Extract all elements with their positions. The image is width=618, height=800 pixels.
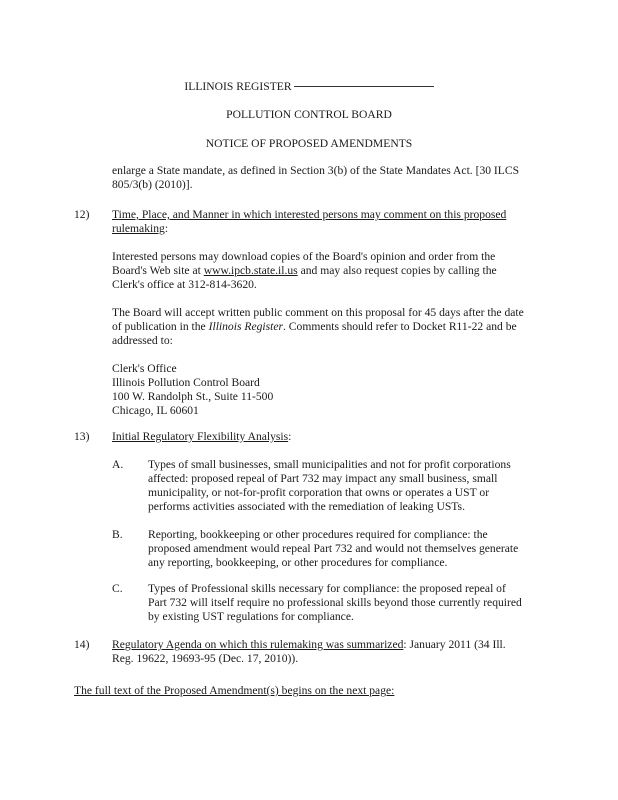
- item-14-number: 14): [74, 638, 90, 651]
- continuation-text: [112, 164, 519, 192]
- address-line: Illinois Pollution Control Board: [112, 376, 260, 389]
- continuation-line: enlarge a State mandate, as defined in Section 3(b) of the State Mandates Act. [30 ILCS: [112, 164, 520, 177]
- item-14-text: Regulatory Agenda on which this rulemaking was summarized: January 2011 (34 Ill. Reg. 19622, 19693-95 (Dec. 17, 2010)).: [112, 638, 506, 665]
- item-12-heading-line: Time, Place, and Manner in which interested persons may comment on this proposed: [112, 208, 507, 221]
- board-website-link[interactable]: www.ipcb.state.il.us: [203, 264, 298, 277]
- item-12-paragraph-2: The Board will accept written public comment on this proposal for 45 days after the date of publication in the Illinois Register. Comments should refer to Docket R11-22 and be addressed to:: [112, 306, 524, 347]
- subitem-c-text: Types of Professional skills necessary for compliance: the proposed repeal of Part 732 will itself require no professional skills beyond those currently required by existing UST regulations for compliance.: [148, 582, 522, 623]
- address-line: 100 W. Randolph St., Suite 11-500: [112, 390, 274, 403]
- subitem-letter: A.: [112, 458, 124, 471]
- register-name: ILLINOIS REGISTER: [184, 80, 292, 93]
- clerk-address: [112, 362, 273, 418]
- item-12-heading: Time, Place, and Manner in which interested persons may comment on this proposed rulemaking:: [112, 208, 507, 235]
- subitem-a-text: Types of small businesses, small municipalities and not for profit corporations affected: proposed repeal of Part 732 may impact any small business, small municipality, or not-for-profit corporation that owns or operates a UST or performs activities associated with the remediation of leaking USTs.: [148, 458, 511, 513]
- subitem-letter: B.: [112, 528, 123, 541]
- item-12-number: 12): [74, 208, 90, 221]
- header-rule: [294, 86, 434, 87]
- address-line: Clerk's Office: [112, 362, 177, 375]
- footer-note: The full text of the Proposed Amendment(s) begins on the next page:: [74, 684, 395, 697]
- address-line: Chicago, IL 60601: [112, 404, 199, 417]
- board-title: POLLUTION CONTROL BOARD: [226, 108, 392, 121]
- register-title: [0, 80, 618, 94]
- subitem-b-text: Reporting, bookkeeping or other procedures required for compliance: the proposed amendment would repeal Part 732 and would not themselves generate any reporting, bookkeeping, or other procedures for compliance.: [148, 528, 519, 569]
- subitem-letter: C.: [112, 582, 123, 595]
- notice-title: NOTICE OF PROPOSED AMENDMENTS: [205, 137, 413, 150]
- item-13-heading: Initial Regulatory Flexibility Analysis:: [112, 430, 292, 443]
- continuation-line: 805/3(b) (2010)].: [112, 178, 193, 191]
- item-13-number: 13): [74, 430, 90, 443]
- item-12-heading-line: rulemaking: [112, 222, 165, 235]
- item-12-paragraph-1: Interested persons may download copies of the Board's opinion and order from the Board's Web site at www.ipcb.state.il.us and may also request copies by calling the Clerk's office at 312-814-3620.: [112, 250, 497, 291]
- item-14-heading: Regulatory Agenda on which this rulemaking was summarized: [112, 638, 404, 651]
